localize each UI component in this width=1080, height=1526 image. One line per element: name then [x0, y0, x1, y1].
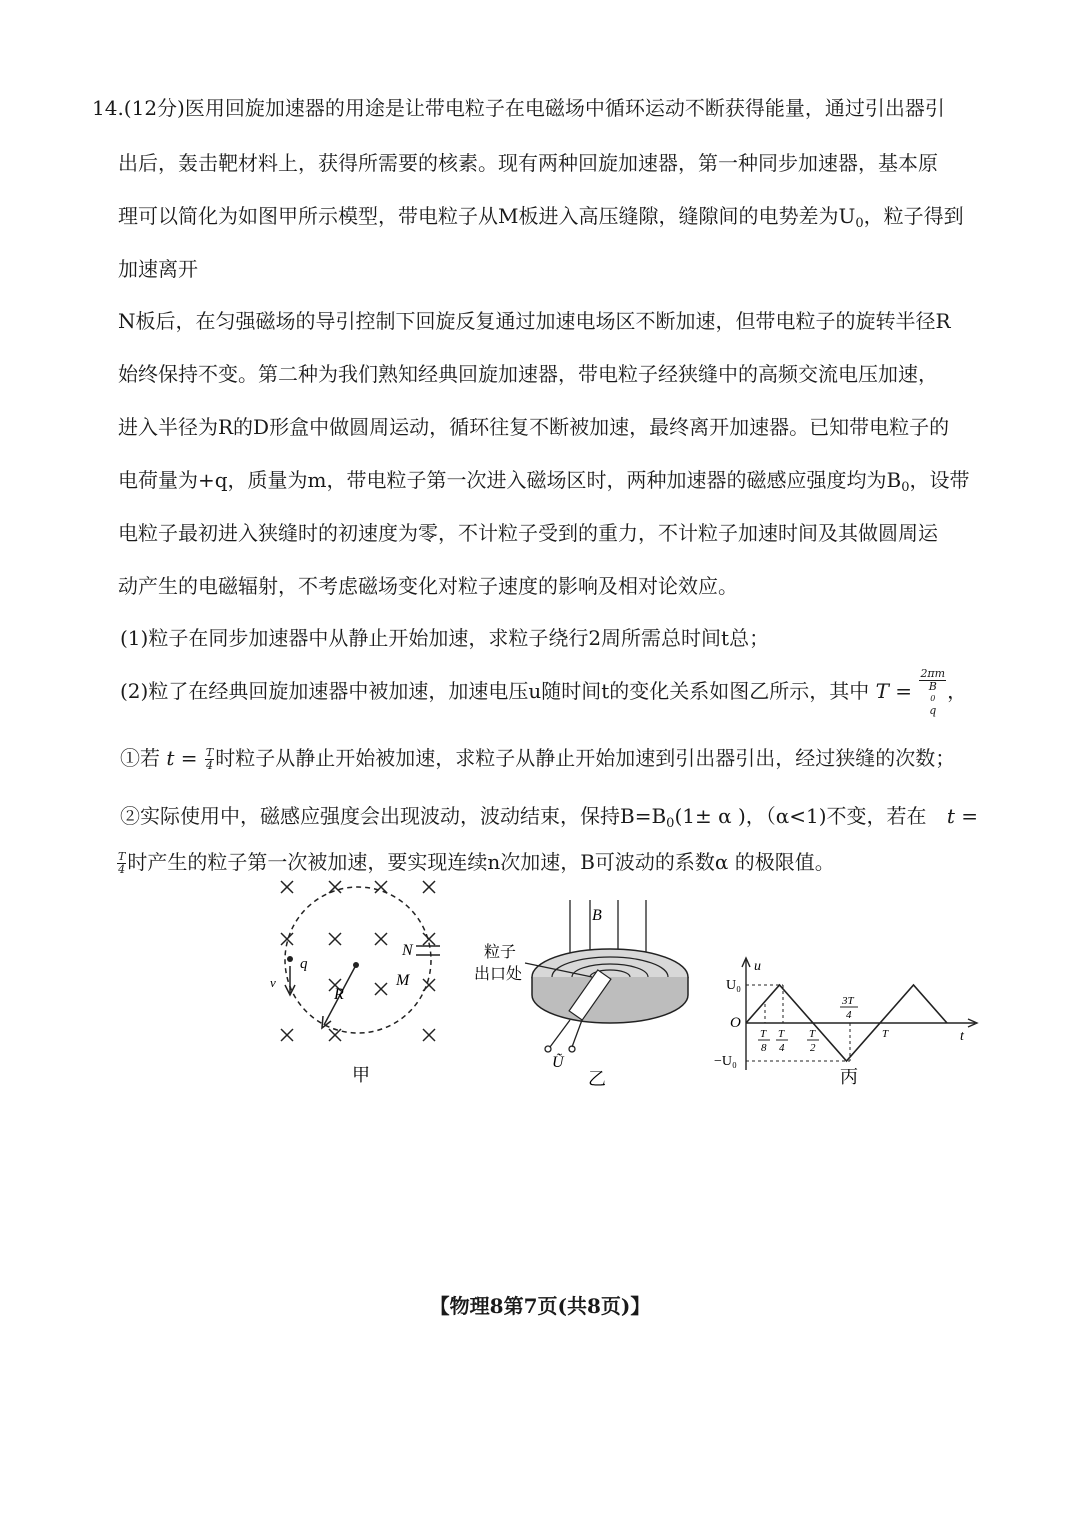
label-b: B [592, 907, 602, 924]
part-2: (2)粒了在经典回旋加速器中被加速，加速电压u随时间t的变化关系如图乙所示，其中 T = 2πm B 0 q ， [120, 667, 968, 717]
t-quarter-fraction: $\frac{T}{4}$ [205, 746, 214, 772]
question-line-9: 电粒子最初进入狭缝时的初速度为零，不计粒子受到的重力，不计粒子加速时间及其做圆周运 [118, 521, 938, 545]
tick-t: T [882, 1028, 889, 1040]
label-u-ac: Ũ [552, 1054, 564, 1071]
question-line-8: 电荷量为+q，质量为m，带电粒子第一次进入磁场区时，两种加速器的磁感应强度均为$B_0$，设带 [118, 468, 970, 495]
question-line-4: 加速离开 [118, 257, 198, 281]
label-neg-u0: −U₀ [714, 1054, 737, 1069]
question-line-7: 进入半径为R的D形盒中做圆周运动，循环往复不断被加速，最终离开加速器。已知带电粒子的 [118, 415, 950, 439]
caption-yi: 乙 [588, 1069, 606, 1089]
tick-3t4-den: 4 [846, 1009, 852, 1021]
label-v: v [270, 975, 276, 990]
period-fraction: 2πm B 0 q [920, 667, 946, 717]
sub-question-2-line-2: $\frac{T}{4}$ 时产生的粒子第一次被加速，要实现连续n次加速，B可波动的系数α 的极限值。 [118, 850, 835, 876]
label-u0: U₀ [726, 978, 741, 993]
tick-t8-den: 8 [761, 1042, 767, 1054]
particle [287, 956, 293, 962]
page-footer: 【物理8第7页(共8页)】 [429, 1294, 651, 1318]
label-q: q [300, 956, 308, 972]
question-line-3: 理可以简化为如图甲所示模型，带电粒子从M板进入高压缝隙，缝隙间的电势差为$U_0$，粒子得到 [118, 204, 964, 231]
caption-bing: 丙 [840, 1067, 858, 1087]
part-1: (1)粒子在同步加速器中从静止开始加速，求粒子绕行2周所需总时间t总； [120, 626, 770, 650]
question-line-1: 14.(12分)医用回旋加速器的用途是让带电粒子在电磁场中循环运动不断获得能量，通过引出器引 [92, 96, 945, 120]
figure-yi [470, 895, 700, 1095]
wire-right [572, 1020, 582, 1047]
disk-side [532, 977, 688, 1023]
tick-t2-den: 2 [810, 1042, 816, 1054]
tick-t8-num: T [760, 1028, 767, 1040]
tick-t4-den: 4 [779, 1042, 785, 1054]
x-tick-labels [758, 995, 889, 1054]
tick-t4-num: T [778, 1028, 785, 1040]
question-line-6: 始终保持不变。第二种为我们熟知经典回旋加速器，带电粒子经狭缝中的高频交流电压加速， [118, 362, 938, 386]
label-origin: O [730, 1015, 741, 1031]
sub-question-2-line-1: ②实际使用中，磁感应强度会出现波动，波动结束，保持$B=B_0(1\pm \alpha$ )，（α<1)不变，若在 t = [120, 804, 979, 831]
wire-left [550, 1020, 570, 1047]
label-m: M [396, 972, 410, 989]
label-n: N [402, 942, 413, 959]
tick-3t4-num: 3T [842, 995, 854, 1007]
sub-question-1: ①若 t = $\frac{T}{4}$ 时粒子从静止开始被加速，求粒子从静止开始加速到引出器引出，经过狭缝的次数； [120, 746, 956, 772]
caption-jia: 甲 [352, 1065, 370, 1085]
figure-jia [260, 875, 460, 1090]
figure-bing [710, 955, 985, 1090]
question-line-5: N板后，在匀强磁场的导引控制下回旋反复通过加速电场区不断加速，但带电粒子的旋转半径R [118, 309, 951, 333]
tick-t2-num: T [809, 1028, 816, 1040]
question-line-2: 出后，轰击靶材料上，获得所需要的核素。现有两种回旋加速器，第一种同步加速器，基本原 [118, 151, 938, 175]
question-line-10: 动产生的电磁辐射，不考虑磁场变化对粒子速度的影响及相对论效应。 [118, 574, 738, 598]
label-t: t [960, 1029, 964, 1044]
label-exit-1: 粒子 [484, 944, 517, 961]
t-quarter-fraction-2: $\frac{T}{4}$ [118, 850, 126, 876]
label-r: R [334, 986, 344, 1003]
label-u: u [754, 959, 761, 974]
label-exit-2: 出口处 [474, 966, 523, 983]
